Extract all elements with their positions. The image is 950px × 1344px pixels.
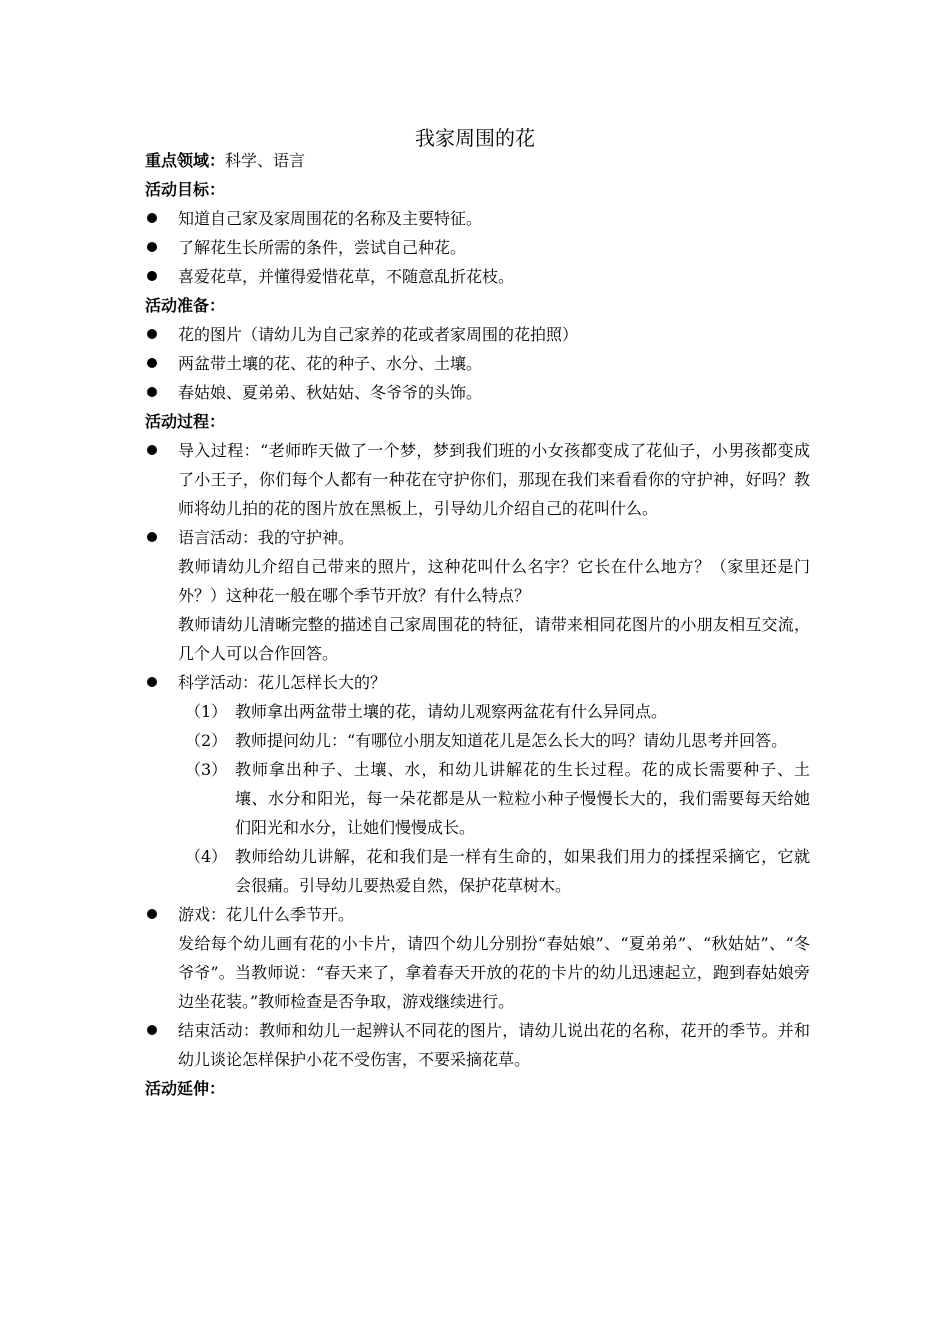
- goal-item-text: 知道自己家及家周围花的名称及主要特征。: [178, 209, 483, 228]
- step-number: （4）: [185, 847, 228, 866]
- goal-item: [145, 233, 810, 262]
- focus-domain-label: 重点领域：: [145, 151, 226, 170]
- step-number: （2）: [185, 731, 228, 750]
- bullet-icon: [147, 271, 157, 281]
- science-step: [145, 755, 810, 842]
- bullet-icon: [147, 329, 157, 339]
- game-activity-title: 游戏：花儿什么季节开。: [178, 905, 355, 924]
- focus-domain-line: [145, 146, 810, 175]
- science-step: [145, 697, 810, 726]
- game-activity: [145, 900, 810, 929]
- science-activity: [145, 668, 810, 697]
- step-text: 教师拿出两盆带土壤的花，请幼儿观察两盆花有什么异同点。: [235, 702, 668, 721]
- goal-item-text: 喜爱花草，并懂得爱惜花草，不随意乱折花枝。: [178, 267, 515, 286]
- bullet-icon: [147, 445, 157, 455]
- process-intro-text: 导入过程：“老师昨天做了一个梦，梦到我们班的小女孩都变成了花仙子，小男孩都变成了小王子，你们每个人都有一种花在守护你们，那现在我们来看看你的守护神，好吗？教师将幼儿拍的花的图片放在黑板上，引导幼儿介绍自己的花叫什么。: [178, 441, 810, 518]
- bullet-icon: [147, 677, 157, 687]
- step-text: 教师拿出种子、土壤、水，和幼儿讲解花的生长过程。花的成长需要种子、土壤、水分和阳光，每一朵花都是从一粒粒小种子慢慢长大的，我们需要每天给她们阳光和水分，让她们慢慢成长。: [235, 760, 810, 837]
- game-paragraph: 发给每个幼儿画有花的小卡片，请四个幼儿分别扮“春姑娘”、“夏弟弟”、“秋姑姑”、“冬爷爷”。当教师说：“春天来了，拿着春天开放的花的卡片的幼儿迅速起立，跑到春姑娘旁边坐花装。”教师检查是否争取，游戏继续进行。: [178, 934, 810, 1011]
- step-number: （1）: [185, 702, 228, 721]
- document-body: [145, 146, 810, 1103]
- bullet-icon: [147, 242, 157, 252]
- bullet-icon: [147, 358, 157, 368]
- step-text: 教师提问幼儿：“有哪位小朋友知道花儿是怎么长大的吗？请幼儿思考并回答。: [235, 731, 788, 750]
- bullet-icon: [147, 909, 157, 919]
- step-text: 教师给幼儿讲解，花和我们是一样有生命的，如果我们用力的揉捏采摘它，它就会很痛。引导幼儿要热爱自然，保护花草树木。: [235, 847, 810, 895]
- science-step: [145, 726, 810, 755]
- language-paragraph-1: 教师请幼儿介绍自己带来的照片，这种花叫什么名字？它长在什么地方？（家里还是门外？）这种花一般在哪个季节开放？有什么特点？: [178, 557, 810, 605]
- prep-item-text: 春姑娘、夏弟弟、秋姑姑、冬爷爷的头饰。: [178, 383, 483, 402]
- science-activity-title: 科学活动：花儿怎样长大的？: [178, 673, 387, 692]
- language-activity: [145, 523, 810, 552]
- prep-item: [145, 349, 810, 378]
- prep-heading: 活动准备：: [145, 296, 226, 315]
- ending-activity-text: 结束活动：教师和幼儿一起辨认不同花的图片，请幼儿说出花的名称，花开的季节。并和幼儿谈论怎样保护小花不受伤害，不要采摘花草。: [178, 1021, 810, 1069]
- page-title: 我家周围的花: [415, 126, 535, 150]
- goal-item-text: 了解花生长所需的条件，尝试自己种花。: [178, 238, 467, 257]
- process-intro: [145, 436, 810, 523]
- language-paragraph-2: 教师请幼儿清晰完整的描述自己家周围花的特征，请带来相同花图片的小朋友相互交流，几个人可以合作回答。: [178, 615, 810, 663]
- bullet-icon: [147, 532, 157, 542]
- science-step: [145, 842, 810, 900]
- bullet-icon: [147, 1025, 157, 1035]
- goal-item: [145, 204, 810, 233]
- bullet-icon: [147, 213, 157, 223]
- extension-heading: 活动延伸：: [145, 1079, 226, 1098]
- prep-item-text: 花的图片（请幼儿为自己家养的花或者家周围的花拍照）: [178, 325, 579, 344]
- goal-item: [145, 262, 810, 291]
- prep-item-text: 两盆带土壤的花、花的种子、水分、土壤。: [178, 354, 483, 373]
- process-heading: 活动过程：: [145, 412, 226, 431]
- prep-item: [145, 378, 810, 407]
- bullet-icon: [147, 387, 157, 397]
- ending-activity: [145, 1016, 810, 1074]
- prep-item: [145, 320, 810, 349]
- language-activity-title: 语言活动：我的守护神。: [178, 528, 355, 547]
- focus-domain-value: 科学、语言: [225, 151, 306, 170]
- step-number: （3）: [185, 760, 228, 779]
- goals-heading: 活动目标：: [145, 180, 226, 199]
